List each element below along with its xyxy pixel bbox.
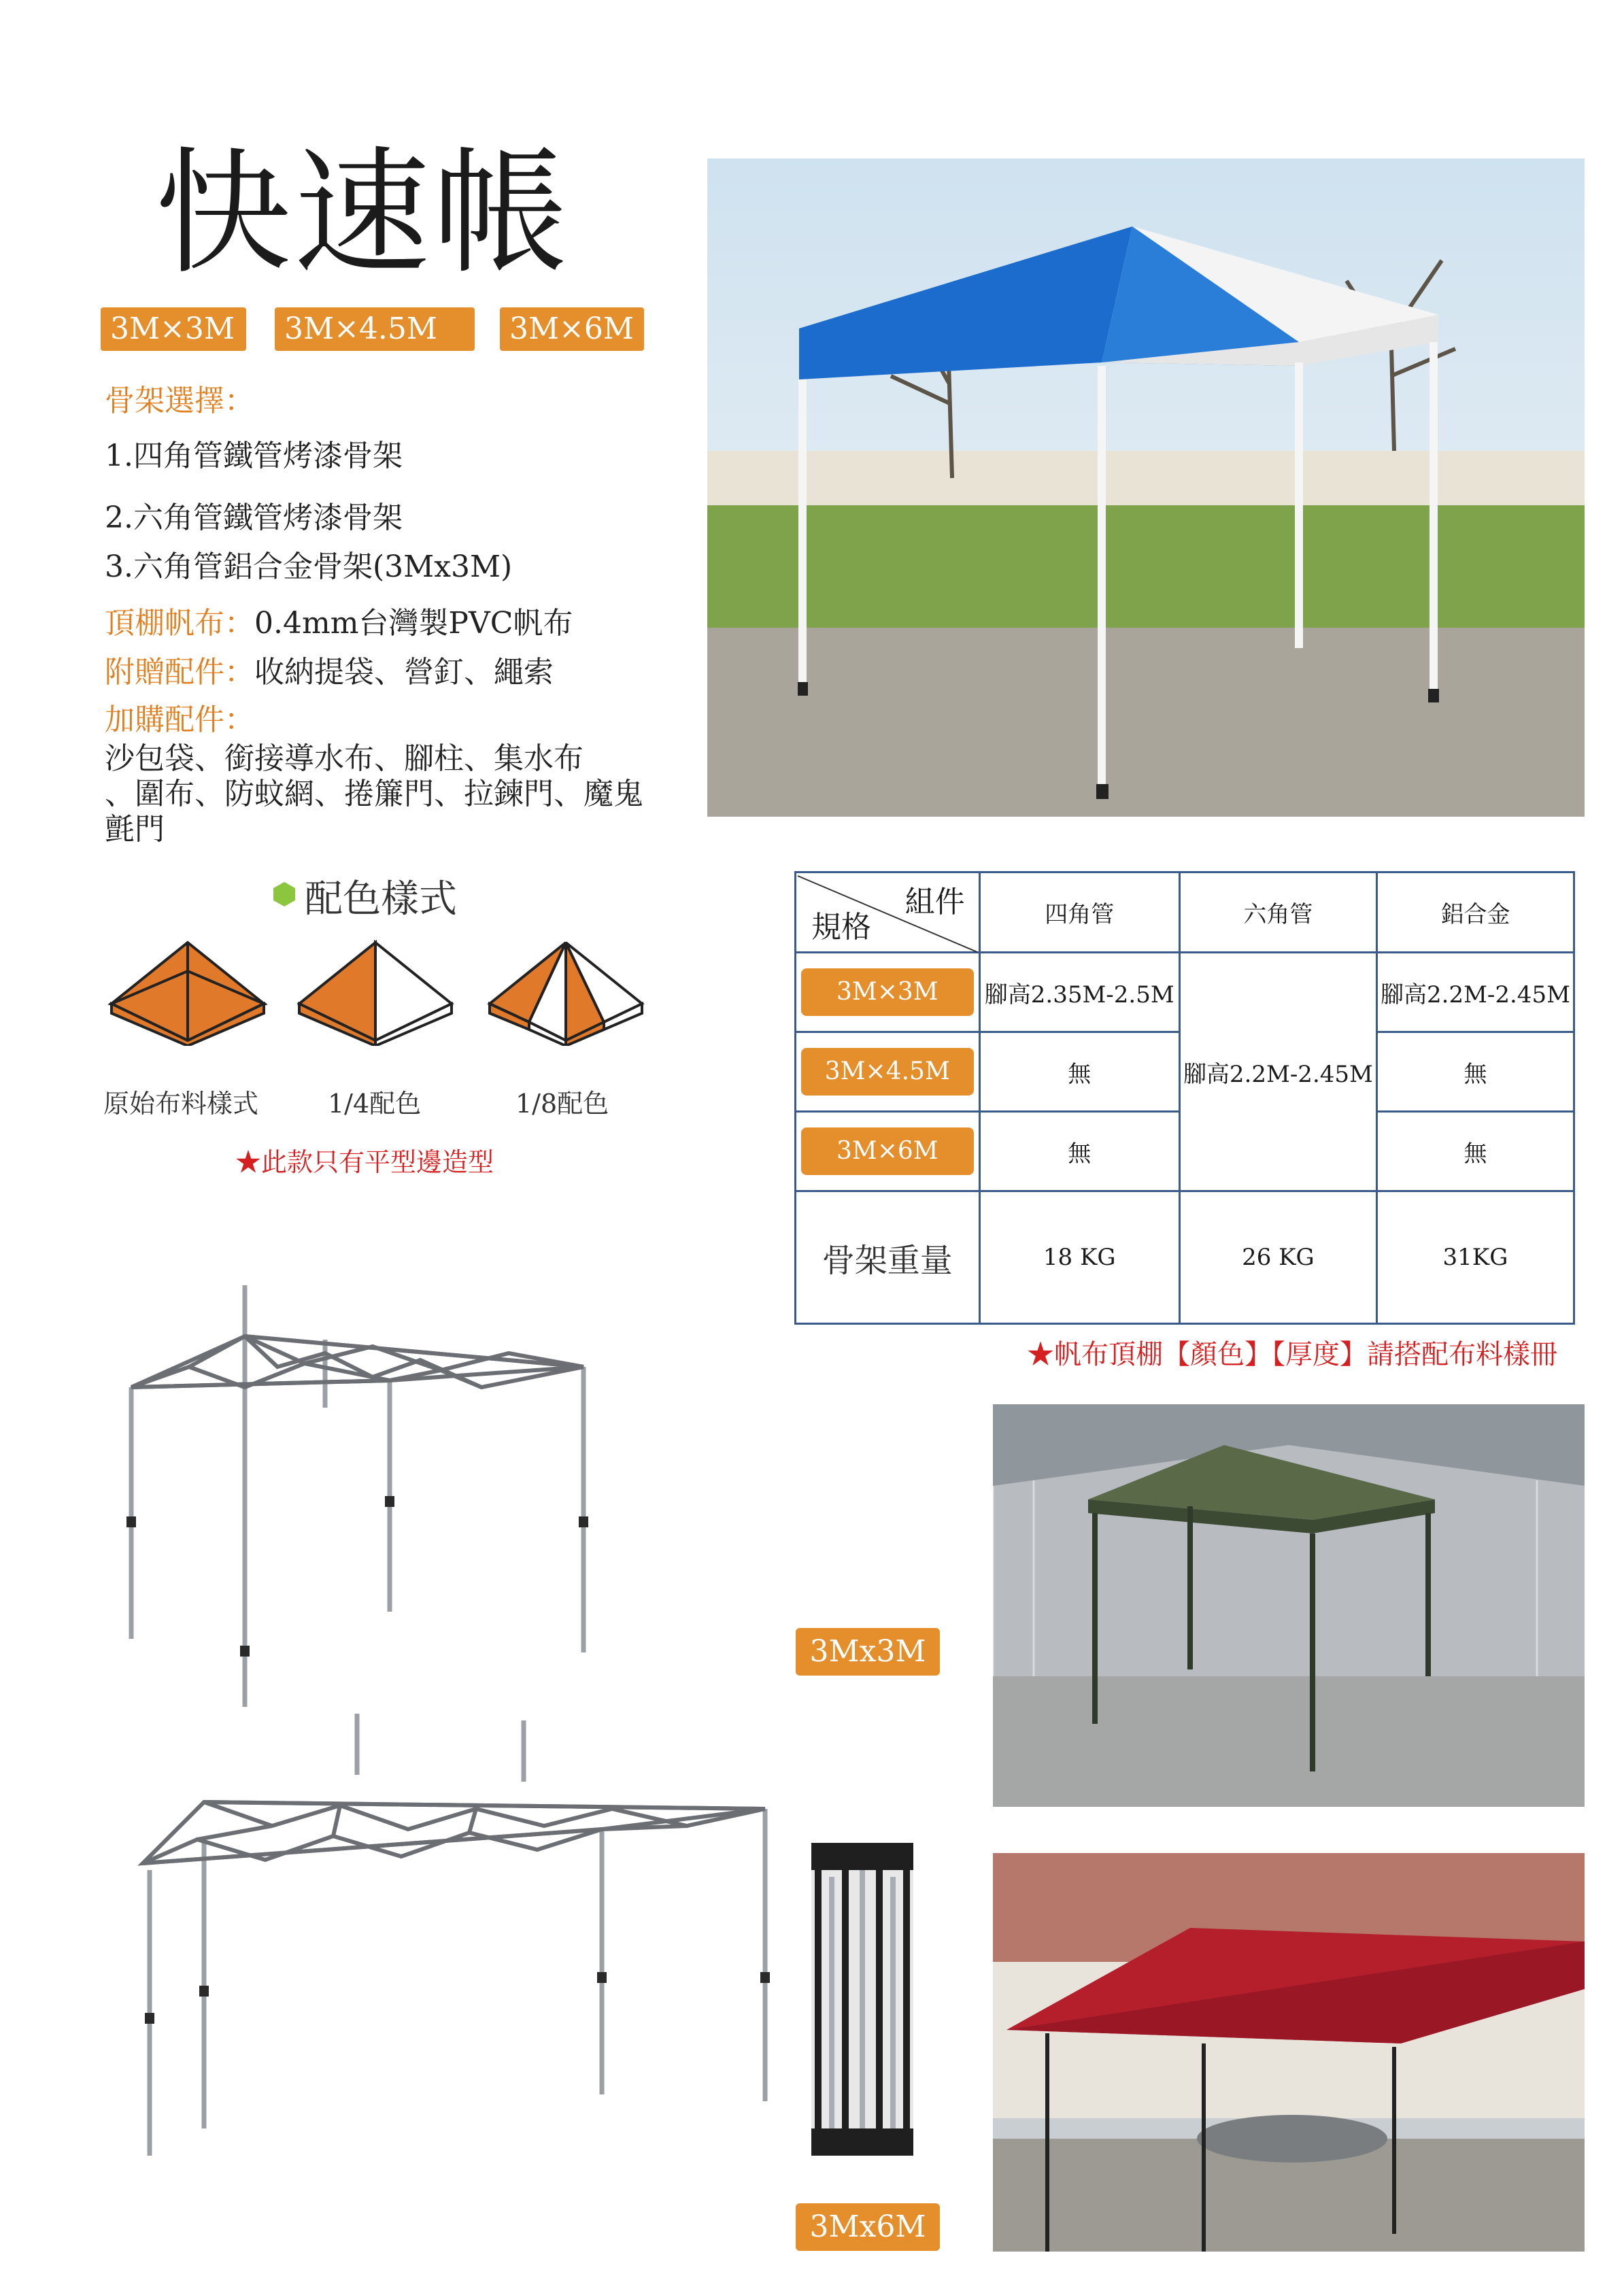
swatch-label-original: 原始布料樣式 [103, 1089, 259, 1119]
cell-alu-3x4-5: 無 [1376, 1032, 1574, 1112]
swatch-label-eighth: 1/8配色 [515, 1089, 609, 1119]
canopy-row [105, 598, 573, 642]
size-pill: 3M×6M [801, 1127, 974, 1175]
size-pill: 3M×3M [801, 968, 974, 1016]
color-styles-heading: 配色樣式 [305, 877, 457, 921]
extras-list [105, 741, 643, 847]
extras-line-2: 、圍布、防蚊網、捲簾門、拉鍊門、魔鬼 [105, 777, 643, 811]
size-tab-3x4-5: 3M×4.5M [275, 307, 475, 351]
row-size-3x3 [796, 953, 980, 1032]
weight-square: 18 KG [979, 1191, 1179, 1324]
frame-caption-3x6: 3Mx6M [796, 2203, 940, 2251]
extras-line-1: 沙包袋、銜接導水布、腳柱、集水布 [105, 741, 583, 776]
cell-square-3x4-5: 無 [979, 1032, 1179, 1112]
cell-alu-3x3: 腳高2.2M-2.45M [1376, 953, 1574, 1032]
frame-caption-3x3: 3Mx3M [796, 1628, 940, 1676]
corner-bottom-label: 規格 [811, 910, 871, 945]
cell-square-3x3: 腳高2.35M-2.5M [979, 953, 1179, 1032]
swatch-original-icon [103, 938, 272, 1046]
col-head-square: 四角管 [979, 872, 1179, 953]
weight-row-label: 骨架重量 [796, 1191, 980, 1324]
canopy-value: 0.4mm台灣製PVC帆布 [254, 606, 573, 641]
col-head-alu: 鋁合金 [1376, 872, 1574, 953]
page-title: 快速帳 [155, 135, 572, 293]
included-value: 收納提袋、營釘、繩索 [254, 655, 554, 690]
frame-option-1: 1.四角管鐵管烤漆骨架 [105, 439, 403, 473]
frame-option-3: 3.六角管鋁合金骨架(3Mx3M) [105, 549, 513, 584]
table-corner-cell [796, 872, 980, 953]
cell-alu-3x6: 無 [1376, 1112, 1574, 1191]
folded-frame-illustration [805, 1836, 920, 2162]
frame-3x3-illustration [101, 1231, 604, 1734]
cell-square-3x6: 無 [979, 1112, 1179, 1191]
spec-table [794, 871, 1575, 1325]
weight-hex: 26 KG [1179, 1191, 1376, 1324]
included-label: 附贈配件： [105, 655, 254, 690]
col-head-hex: 六角管 [1179, 872, 1376, 953]
size-tab-3x6: 3M×6M [500, 307, 644, 351]
tent-photo-blue [707, 158, 1585, 817]
frame-option-2: 2.六角管鐵管烤漆骨架 [105, 500, 403, 535]
extras-line-3: 氈門 [105, 812, 165, 847]
weight-alu: 31KG [1376, 1191, 1574, 1324]
tent-photo-red [993, 1853, 1585, 2252]
style-note: ★此款只有平型邊造型 [235, 1147, 494, 1177]
swatch-eighth-icon [481, 938, 650, 1046]
size-tab-3x3: 3M×3M [101, 307, 246, 351]
row-size-3x4-5 [796, 1032, 980, 1112]
corner-top-label: 組件 [904, 885, 965, 919]
frame-3x6-illustration [102, 1693, 775, 2196]
cell-hex-merged: 腳高2.2M-2.45M [1179, 953, 1376, 1191]
frame-section-label: 骨架選擇： [105, 384, 254, 418]
extras-label: 加購配件： [105, 702, 254, 737]
canopy-label: 頂棚帆布： [105, 606, 254, 641]
row-size-3x6 [796, 1112, 980, 1191]
tent-photo-camo [993, 1404, 1585, 1807]
table-note: ★帆布頂棚【顏色】【厚度】請搭配布料樣冊 [1027, 1339, 1557, 1370]
size-pill: 3M×4.5M [801, 1048, 974, 1096]
included-row [105, 647, 554, 691]
swatch-label-quarter: 1/4配色 [328, 1089, 422, 1119]
swatch-quarter-icon [291, 938, 460, 1046]
hexagon-bullet-icon [271, 881, 298, 908]
